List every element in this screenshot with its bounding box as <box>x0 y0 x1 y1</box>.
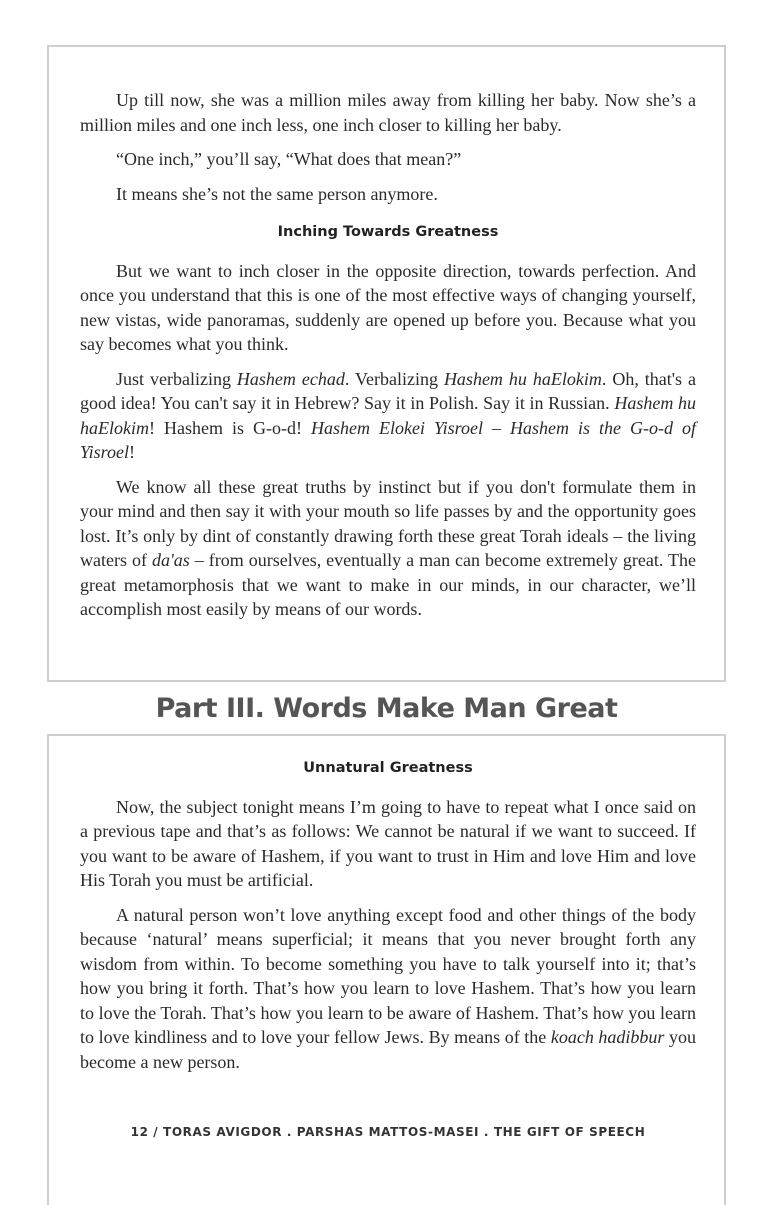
text-run: Just verbalizing <box>116 368 237 389</box>
text-run: We know all these great truths by instinct but if you don't formulate them in your mind and then say it with your mouth so life passes by and the opportunity goes lost. It’s only by dint of constantly drawing forth these great Torah ideals – the living waters of <box>80 476 696 570</box>
italic-term: Hashem hu haElokim <box>443 368 602 389</box>
paragraph: Now, the subject tonight means I’m going to have to repeat what I once said on a previous tape and that’s as follows: We cannot be natural if we want to succeed. If you want to be aware of Hashem, if you want to trust in Him and love Him and love His Torah you must be artificial. <box>80 796 696 890</box>
paragraph: But we want to inch closer in the opposite direction, towards perfection. And once you understand that this is one of the most effective ways of changing yourself, new vistas, wide panoramas, suddenly are opened up before you. Because what you say becomes what you think. <box>80 260 696 354</box>
section-heading: Unnatural Greatness <box>303 760 473 776</box>
italic-term: Hashem hu haElokim <box>80 393 696 438</box>
paragraph <box>80 367 696 465</box>
italic-term: Hashem Elokei Yisroel – Hashem is the G-o-d of Yisroel <box>80 417 697 462</box>
text-run: ! Hashem is G-o-d! <box>149 417 311 438</box>
italic-term: koach hadibbur <box>550 1027 665 1047</box>
paragraph <box>80 475 696 622</box>
page-footer: 12 / TORAS AVIGDOR . PARSHAS MATTOS-MASEI . THE GIFT OF SPEECH <box>130 1125 646 1139</box>
text-run: – from ourselves, eventually a man can become extremely great. The great metamorphosis that we want to make in our minds, in our character, we’ll accomplish most easily by means of our words. <box>80 550 697 619</box>
text-run: . Verbalizing <box>344 368 444 389</box>
paragraph: Up till now, she was a million miles away from killing her baby. Now she’s a million miles and one inch less, one inch closer to killing her baby. <box>80 90 696 135</box>
text-run: ! <box>129 442 136 462</box>
italic-term: da'as <box>151 550 190 570</box>
paragraph: It means she’s not the same person anymore. <box>116 183 438 204</box>
section-heading: Inching Towards Greatness <box>277 224 499 240</box>
paragraph: “One inch,” you’ll say, “What does that mean?” <box>116 149 462 169</box>
paragraph <box>80 903 696 1075</box>
top-text-column <box>80 88 696 632</box>
italic-term: Hashem echad <box>236 368 345 389</box>
part-heading-band <box>47 680 726 736</box>
text-run: . Oh, that's a good idea! You can't say it in Hebrew? Say it in Polish. Say it in Russian. <box>80 368 696 413</box>
part-title: Part III. Words Make Man Great <box>155 692 618 724</box>
bottom-text-column <box>80 756 696 1084</box>
text-run: A natural person won’t love anything except food and other things of the body because ‘natural’ means superficial; it means that you never brought forth any wisdom from within. To become something you have to talk yourself into it; that’s how you bring it forth. That’s how you learn to love Hashem. That’s how you learn to love the Torah. That’s how you learn to be aware of Hashem. That’s how you learn to love kindliness and to love your fellow Jews. By means of the <box>80 904 696 1047</box>
text-run: you become a new person. <box>80 1027 696 1072</box>
